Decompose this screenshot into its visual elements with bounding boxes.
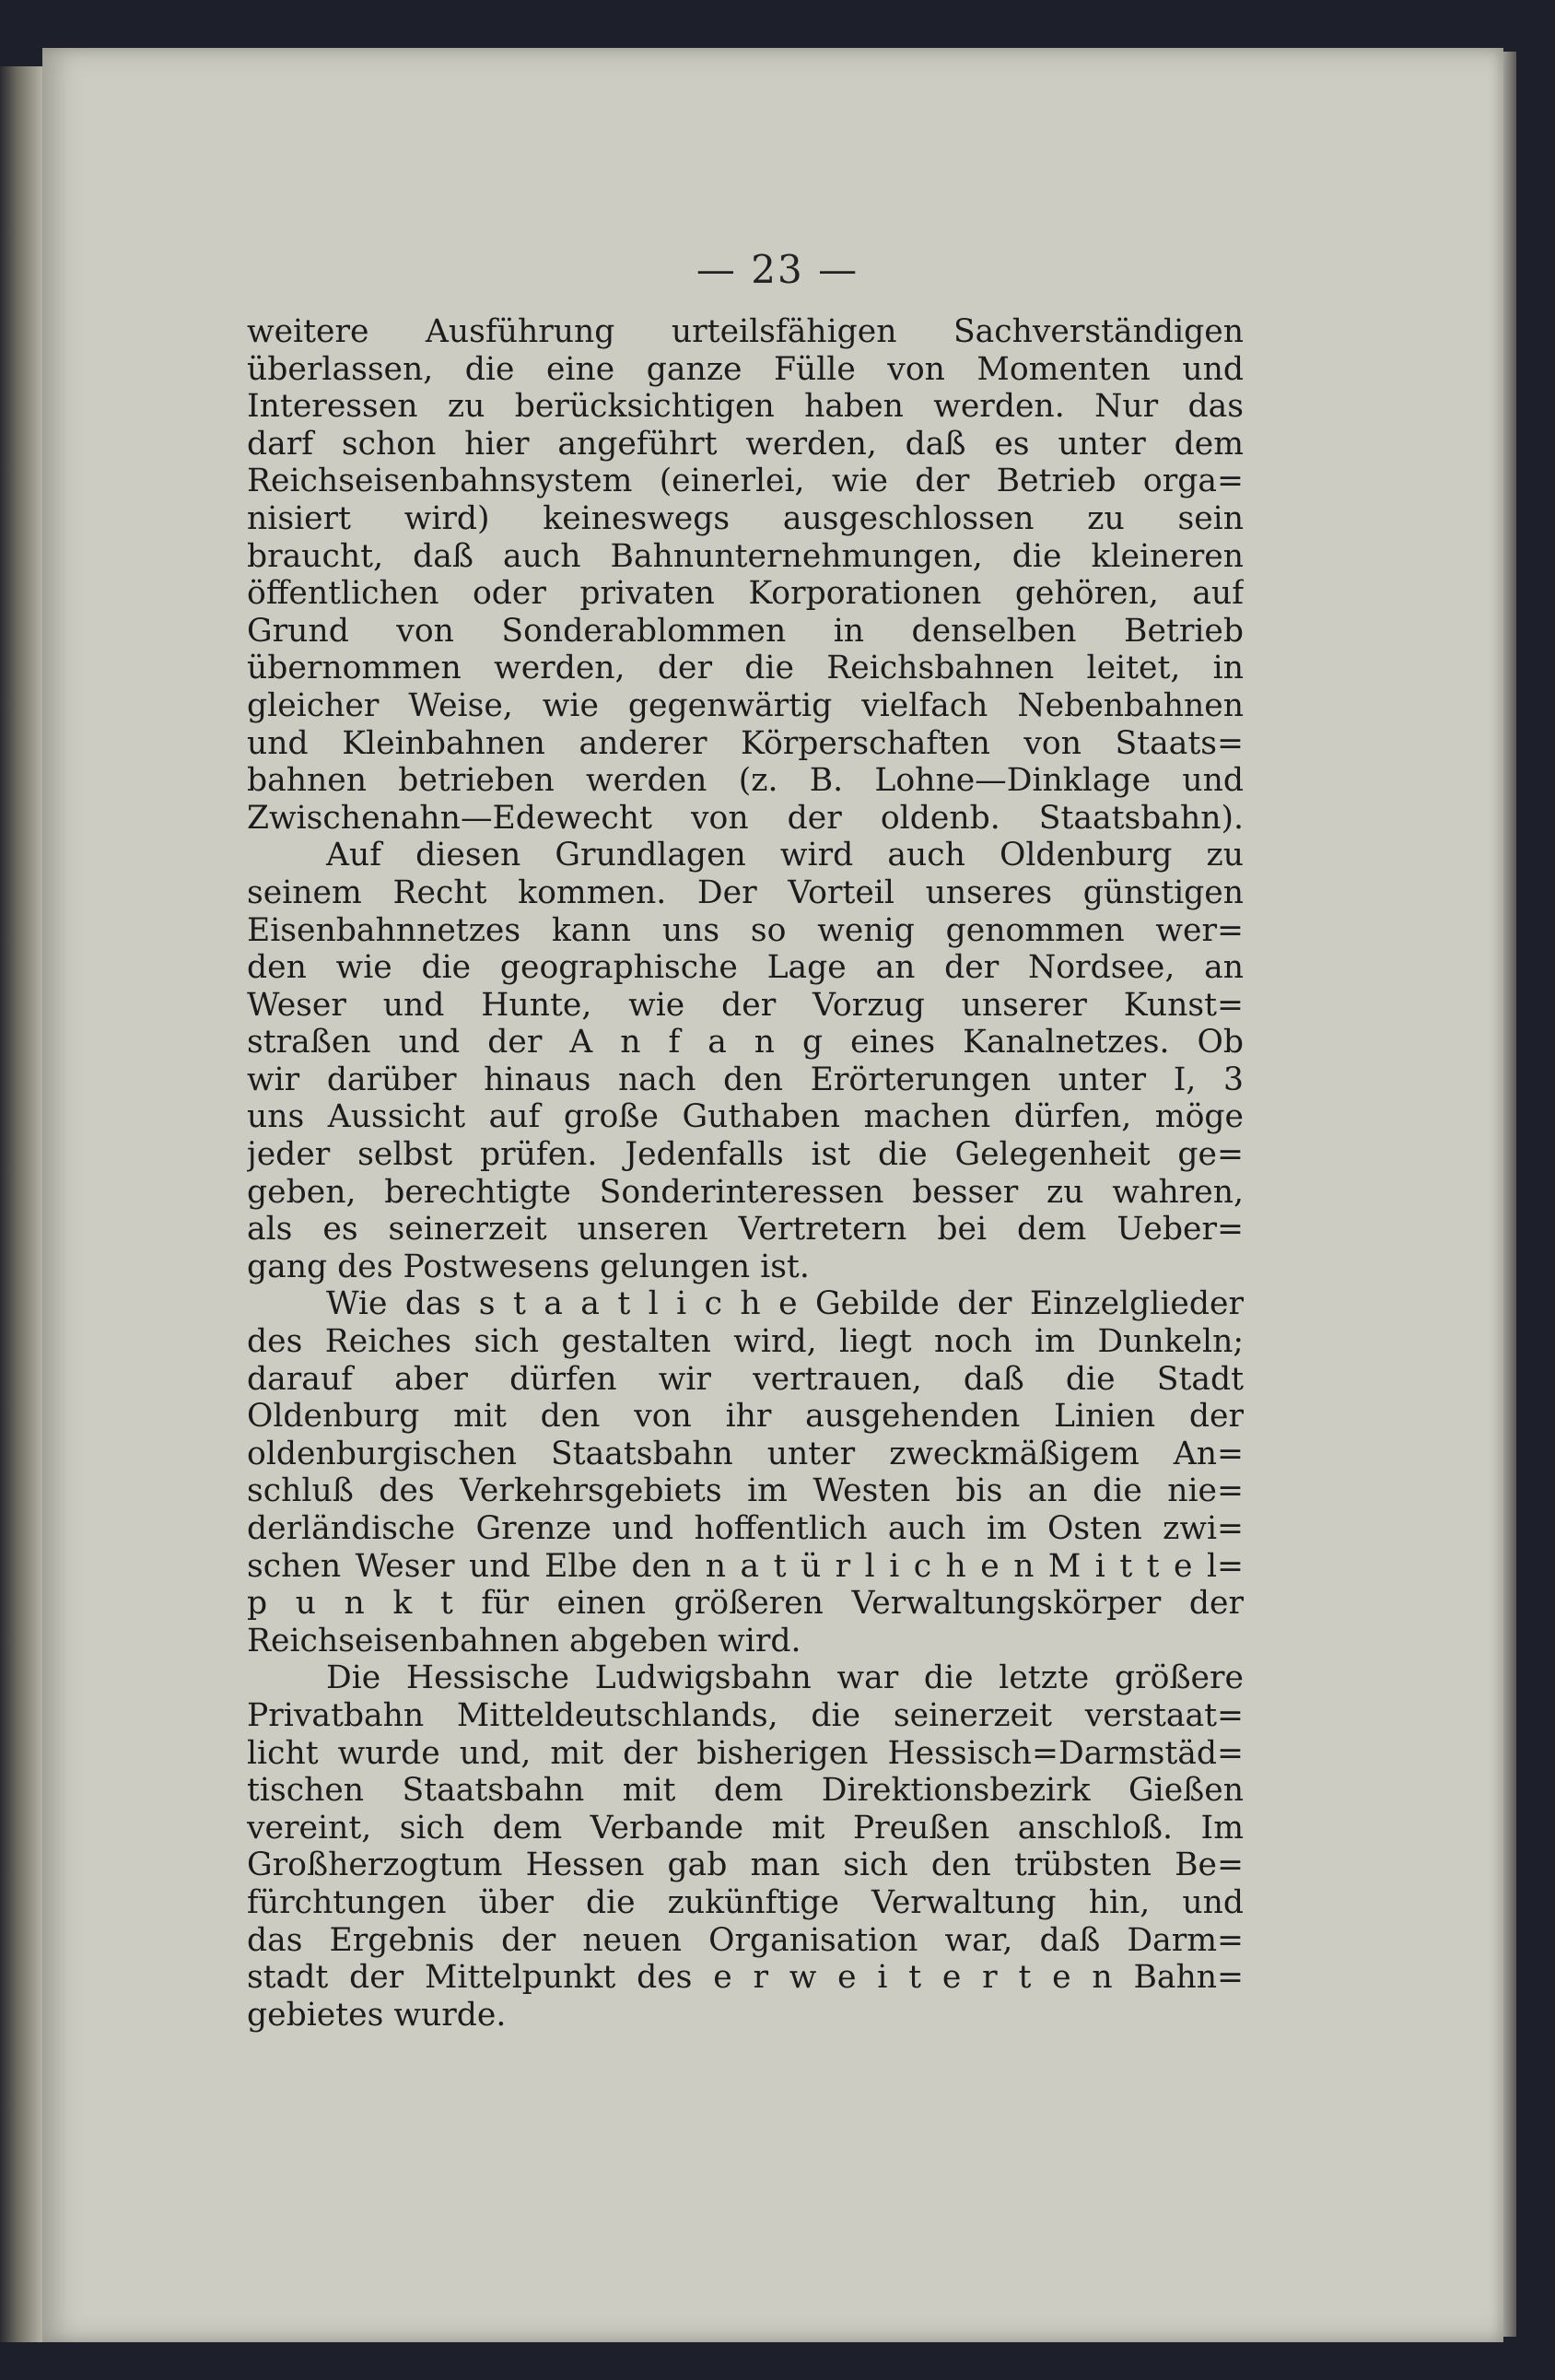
text-line: seinem Recht kommen. Der Vorteil unseres günstigen (247, 873, 1244, 911)
text-line: licht wurde und, mit der bisherigen Hessisch=Darmstäd= (247, 1734, 1244, 1772)
text-line: oldenburgischen Staatsbahn unter zweckmäßigem An= (247, 1435, 1244, 1472)
text-line: übernommen werden, der die Reichsbahnen leitet, in (247, 650, 1244, 687)
text-line: gang des Postwesens gelungen ist. (247, 1248, 810, 1285)
text-line: Reichseisenbahnsystem (einerlei, wie der Betrieb orga= (247, 463, 1244, 500)
left-page-edge (0, 66, 44, 2342)
text-line: öffentlichen oder privaten Korporationen gehören, auf (247, 575, 1244, 613)
text-line: Privatbahn Mitteldeutschlands, die seinerzeit verstaat= (247, 1696, 1244, 1734)
paragraph (247, 837, 1244, 1285)
text-line: Reichseisenbahnen abgeben wird. (247, 1622, 801, 1659)
paragraph (247, 1659, 1244, 2034)
text-line: Die Hessische Ludwigsbahn war die letzte größere (326, 1659, 1244, 1697)
text-line: Eisenbahnnetzes kann uns so wenig genommen wer= (247, 911, 1244, 949)
text-line: Oldenburg mit den von ihr ausgehenden Linien der (247, 1398, 1244, 1436)
text-line: Wie das s t a a t l i c h e Gebilde der Einzelglieder (326, 1285, 1244, 1323)
text-line: überlassen, die eine ganze Fülle von Momenten und (247, 350, 1244, 388)
text-line: das Ergebnis der neuen Organisation war, daß Darm= (247, 1921, 1244, 1959)
text-line: derländische Grenze und hoffentlich auch im Osten zwi= (247, 1510, 1244, 1547)
text-line: den wie die geographische Lage an der Nordsee, an (247, 949, 1244, 987)
text-line: uns Aussicht auf große Guthaben machen dürfen, möge (247, 1098, 1244, 1136)
text-line: Auf diesen Grundlagen wird auch Oldenburg zu (326, 837, 1244, 874)
text-line: braucht, daß auch Bahnunternehmungen, die kleineren (247, 537, 1244, 575)
text-line: Zwischenahn—Edewecht von der oldenb. Staatsbahn). (247, 799, 1244, 837)
text-line: tischen Staatsbahn mit dem Direktionsbezirk Gießen (247, 1772, 1244, 1810)
text-line: fürchtungen über die zukünftige Verwaltung hin, und (247, 1883, 1244, 1921)
text-line: gleicher Weise, wie gegenwärtig vielfach Nebenbahnen (247, 686, 1244, 724)
body-text (247, 313, 1244, 2034)
text-line: p u n k t für einen größeren Verwaltungskörper der (247, 1585, 1244, 1623)
text-line: jeder selbst prüfen. Jedenfalls ist die Gelegenheit ge= (247, 1136, 1244, 1174)
paragraph (247, 1285, 1244, 1659)
text-line: als es seinerzeit unseren Vertretern bei dem Ueber= (247, 1211, 1244, 1249)
text-line: schluß des Verkehrsgebiets im Westen bis an die nie= (247, 1472, 1244, 1510)
paragraph (247, 313, 1244, 837)
text-line: gebietes wurde. (247, 1996, 507, 2034)
text-line: Grund von Sonderablommen in denselben Betrieb (247, 612, 1244, 650)
text-line: und Kleinbahnen anderer Körperschaften von Staats= (247, 724, 1244, 762)
text-line: straßen und der A n f a n g eines Kanalnetzes. Ob (247, 1024, 1244, 1061)
text-line: darauf aber dürfen wir vertrauen, daß die Stadt (247, 1360, 1244, 1398)
text-line: weitere Ausführung urteilsfähigen Sachverständigen (247, 313, 1244, 350)
text-line: stadt der Mittelpunkt des e r w e i t e r t e n Bahn= (247, 1959, 1244, 1997)
page-edge (1503, 52, 1516, 2337)
text-line: Interessen zu berücksichtigen haben werden. Nur das (247, 388, 1244, 426)
text-line: schen Weser und Elbe den n a t ü r l i c h e n M i t t e l= (247, 1547, 1244, 1585)
text-line: darf schon hier angeführt werden, daß es unter dem (247, 425, 1244, 463)
text-line: geben, berechtigte Sonderinteressen besser zu wahren, (247, 1173, 1244, 1211)
page-number: — 23 — (696, 247, 859, 292)
text-line: Großherzogtum Hessen gab man sich den trübsten Be= (247, 1847, 1244, 1884)
text-line: vereint, sich dem Verbande mit Preußen anschloß. Im (247, 1809, 1244, 1847)
text-line: wir darüber hinaus nach den Erörterungen unter I, 3 (247, 1061, 1244, 1098)
text-line: nisiert wird) keineswegs ausgeschlossen zu sein (247, 499, 1244, 537)
text-line: Weser und Hunte, wie der Vorzug unserer Kunst= (247, 986, 1244, 1024)
text-line: bahnen betrieben werden (z. B. Lohne—Dinklage und (247, 762, 1244, 800)
text-line: des Reiches sich gestalten wird, liegt noch im Dunkeln; (247, 1323, 1244, 1361)
